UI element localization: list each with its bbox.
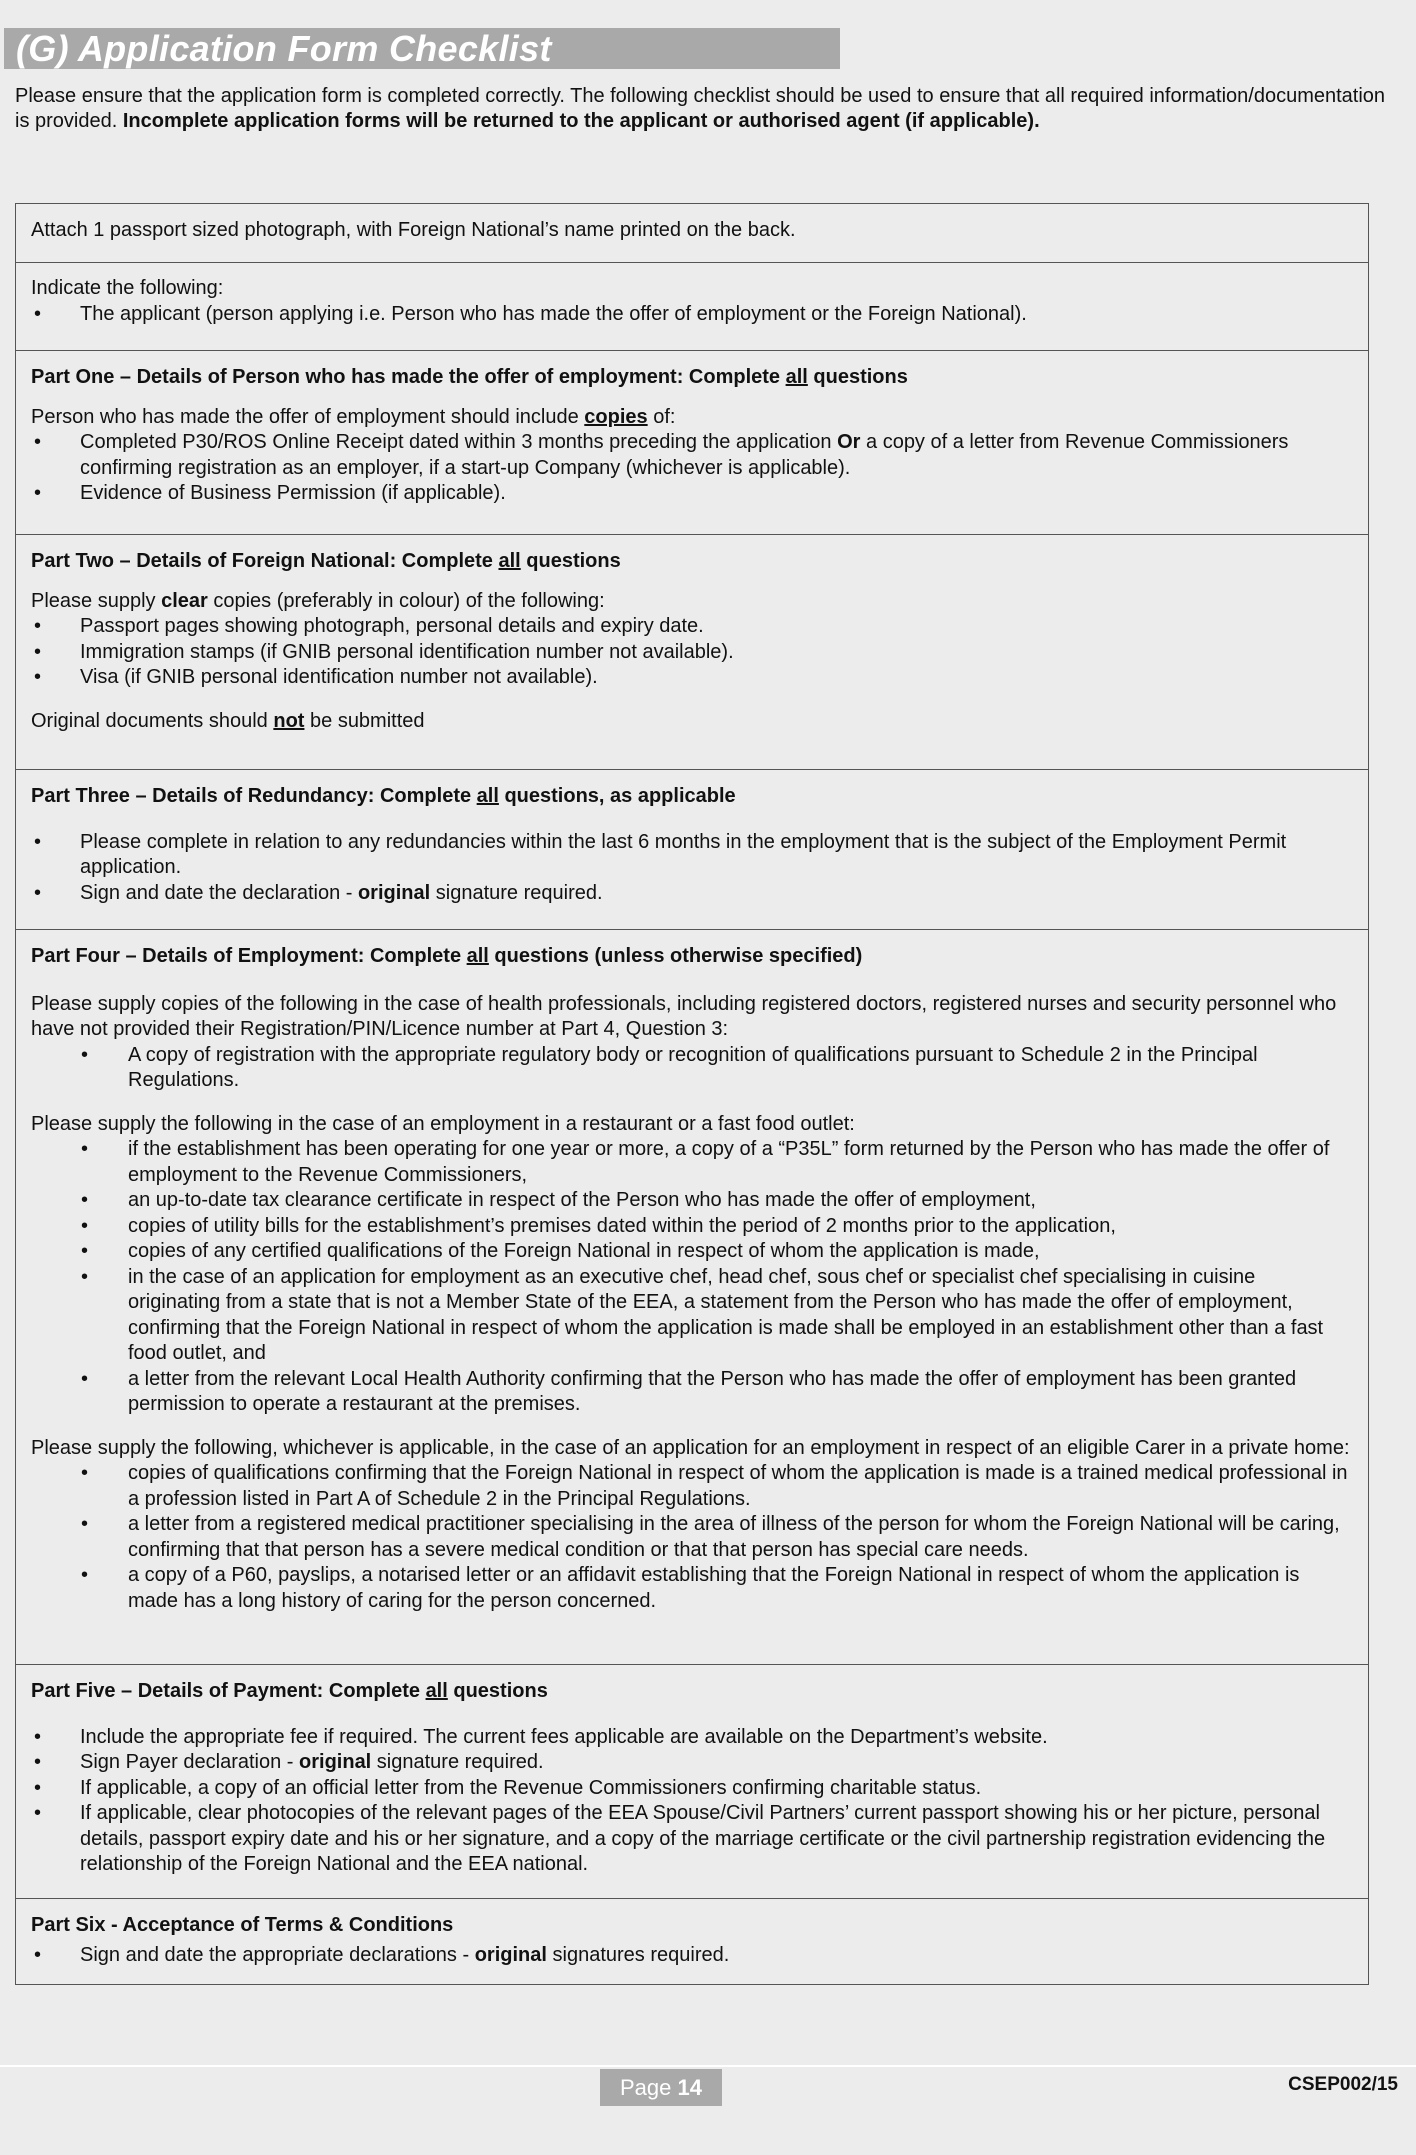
- page-number: 14: [677, 2075, 702, 2100]
- item-emphasis: original: [474, 1943, 547, 1966]
- item-text: Sign and date the appropriate declarations -: [80, 1943, 475, 1966]
- intro-paragraph: [15, 84, 1405, 134]
- note-text: be submitted: [304, 709, 425, 732]
- list-item: • copies of qualifications confirming that the Foreign National in respect of whom the application is made is a trained medical professional in a profession listed in Part A of Schedule 2 in the Principal Regulations.: [31, 1461, 1352, 1512]
- checklist-row-part-five: [16, 1665, 1368, 1899]
- title-text: Part One – Details of Person who has made the offer of employment: Complete: [31, 366, 786, 388]
- part-two-title: [31, 549, 1352, 575]
- lead-text: of:: [647, 405, 676, 428]
- item-emphasis: Or: [837, 431, 861, 453]
- list-item: • Passport pages showing photograph, personal details and expiry date.: [31, 614, 1352, 640]
- part-six-list: [31, 1943, 1352, 1969]
- title-emphasis: all: [425, 1680, 448, 1702]
- title-emphasis: all: [785, 366, 808, 388]
- checklist-row-part-four: [16, 930, 1368, 1665]
- part-one-title: [31, 365, 1352, 391]
- footer-divider: [0, 2065, 1416, 2067]
- item-text: Completed P30/ROS Online Receipt dated within 3 months preceding the application: [80, 431, 838, 453]
- indicate-list: [31, 302, 1352, 328]
- list-item: [31, 881, 1352, 907]
- list-item: • copies of utility bills for the establishment’s premises dated within the period of 2 months prior to the application,: [31, 1214, 1352, 1240]
- part-one-lead: [31, 405, 1352, 431]
- list-item: • a letter from a registered medical practitioner specialising in the area of illness of the person for whom the Foreign National will be caring, confirming that that person has a severe medical condition or that that person has special care needs.: [31, 1512, 1352, 1563]
- checklist-row-part-two: [16, 535, 1368, 770]
- note-emphasis: not: [273, 709, 305, 732]
- list-item: • A copy of registration with the appropriate regulatory body or recognition of qualifications pursuant to Schedule 2 in the Principal Regulations.: [31, 1043, 1352, 1094]
- indicate-lead: Indicate the following:: [31, 277, 224, 299]
- list-item: • The applicant (person applying i.e. Person who has made the offer of employment or the Foreign National).: [31, 302, 1352, 328]
- list-item: • If applicable, clear photocopies of the relevant pages of the EEA Spouse/Civil Partners’ current passport showing his or her picture, personal details, passport expiry date and his or her signature, and a copy of the marriage certificate or the civil partnership registration evidencing the relationship of the Foreign National and the EEA national.: [31, 1801, 1352, 1878]
- lead-text: Person who has made the offer of employment should include: [31, 405, 585, 428]
- title-text: Part Three – Details of Redundancy: Complete: [31, 785, 477, 807]
- page-number-label: [600, 2069, 722, 2106]
- part-four-title: [31, 944, 1352, 970]
- photo-instruction: Attach 1 passport sized photograph, with Foreign National’s name printed on the back.: [31, 219, 796, 241]
- item-emphasis: original: [299, 1751, 372, 1773]
- item-text: a copy of a letter from Revenue Commissioners confirming registration as an employer, if a start-up Company (whichever is applicable).: [80, 431, 1289, 479]
- restaurant-list: [31, 1137, 1352, 1418]
- checklist-table: [15, 203, 1369, 1985]
- carer-lead: Please supply the following, whichever is applicable, in the case of an application for an employment in respect of an eligible Carer in a private home:: [31, 1436, 1350, 1459]
- restaurant-lead: Please supply the following in the case of an employment in a restaurant or a fast food outlet:: [31, 1112, 855, 1135]
- page-prefix: Page: [620, 2075, 678, 2100]
- part-five-title: [31, 1679, 1352, 1705]
- title-text: questions: [447, 1680, 548, 1702]
- part-two-list: [31, 614, 1352, 691]
- health-list: [31, 1043, 1352, 1094]
- lead-emphasis: clear: [161, 589, 208, 612]
- health-lead: Please supply copies of the following in the case of health professionals, including registered doctors, registered nurses and security personnel who have not provided their Registration/PIN/Licence number at Part 4, Question 3:: [31, 992, 1337, 1040]
- lead-text: copies (preferably in colour) of the following:: [207, 589, 605, 612]
- intro-warning: Incomplete application forms will be returned to the applicant or authorised agent (if applicable).: [122, 110, 1040, 132]
- list-item: • Immigration stamps (if GNIB personal identification number not available).: [31, 640, 1352, 666]
- lead-text: Please supply: [31, 589, 162, 612]
- checklist-row-part-one: [16, 351, 1368, 535]
- list-item: • Visa (if GNIB personal identification number not available).: [31, 665, 1352, 691]
- note-text: Original documents should: [31, 709, 274, 732]
- lead-emphasis: copies: [584, 405, 648, 428]
- item-text: signature required.: [371, 1751, 544, 1773]
- checklist-row-photo: [16, 204, 1368, 263]
- title-emphasis: all: [498, 550, 521, 572]
- title-text: Part Four – Details of Employment: Complete: [31, 945, 467, 967]
- item-text: Sign and date the declaration -: [80, 881, 358, 904]
- list-item: [31, 1750, 1352, 1776]
- checklist-row-indicate: [16, 263, 1368, 351]
- list-item: [31, 430, 1352, 481]
- list-item: • a letter from the relevant Local Health Authority confirming that the Person who has made the offer of employment has been granted permission to operate a restaurant at the premises.: [31, 1367, 1352, 1418]
- title-text: questions, as applicable: [498, 785, 736, 807]
- list-item: • copies of any certified qualifications of the Foreign National in respect of whom the application is made,: [31, 1239, 1352, 1265]
- checklist-row-part-six: [16, 1899, 1368, 1984]
- list-item: • Include the appropriate fee if required. The current fees applicable are available on the Department’s website.: [31, 1725, 1352, 1751]
- section-title: (G) Application Form Checklist: [4, 28, 840, 69]
- checklist-row-part-three: [16, 770, 1368, 930]
- title-text: Part Two – Details of Foreign National: Complete: [31, 550, 499, 572]
- title-emphasis: all: [466, 945, 489, 967]
- part-five-list: [31, 1725, 1352, 1878]
- list-item: • in the case of an application for employment as an executive chef, head chef, sous chef or specialist chef specialising in cuisine originating from a state that is not a Member State of the EEA, a statement from the Person who has made the offer of employment, confirming that the Foreign National in respect of whom the application is made shall be employed in an establishment other than a fast food outlet, and: [31, 1265, 1352, 1367]
- list-item: • If applicable, a copy of an official letter from the Revenue Commissioners confirming charitable status.: [31, 1776, 1352, 1802]
- list-item: • an up-to-date tax clearance certificate in respect of the Person who has made the offer of employment,: [31, 1188, 1352, 1214]
- list-item: [31, 1943, 1352, 1969]
- list-item: • Evidence of Business Permission (if applicable).: [31, 481, 1352, 507]
- title-text: questions (unless otherwise specified): [488, 945, 863, 967]
- part-six-title: Part Six - Acceptance of Terms & Conditions: [31, 1914, 454, 1936]
- title-emphasis: all: [476, 785, 499, 807]
- item-text: signatures required.: [546, 1943, 730, 1966]
- intro-text: Please ensure that the application form is completed correctly. The following checklist should be used to ensure that all required information/documentation is provided.: [15, 85, 1386, 132]
- form-code: CSEP002/15: [1288, 2074, 1398, 2095]
- list-item: • Please complete in relation to any redundancies within the last 6 months in the employment that is the subject of the Employment Permit application.: [31, 830, 1352, 881]
- part-two-note: [31, 709, 1352, 735]
- list-item: • if the establishment has been operating for one year or more, a copy of a “P35L” form returned by the Person who has made the offer of employment to the Revenue Commissioners,: [31, 1137, 1352, 1188]
- title-text: Part Five – Details of Payment: Complete: [31, 1680, 426, 1702]
- carer-list: [31, 1461, 1352, 1614]
- part-two-lead: [31, 589, 1352, 615]
- item-text: signature required.: [430, 881, 603, 904]
- title-text: questions: [807, 366, 908, 388]
- list-item: • a copy of a P60, payslips, a notarised letter or an affidavit establishing that the Foreign National in respect of whom the application is made has a long history of caring for the person concerned.: [31, 1563, 1352, 1614]
- part-one-list: [31, 430, 1352, 507]
- item-emphasis: original: [357, 881, 431, 904]
- part-three-title: [31, 784, 1352, 810]
- title-text: questions: [520, 550, 621, 572]
- item-text: Sign Payer declaration -: [80, 1751, 300, 1773]
- part-three-list: [31, 830, 1352, 907]
